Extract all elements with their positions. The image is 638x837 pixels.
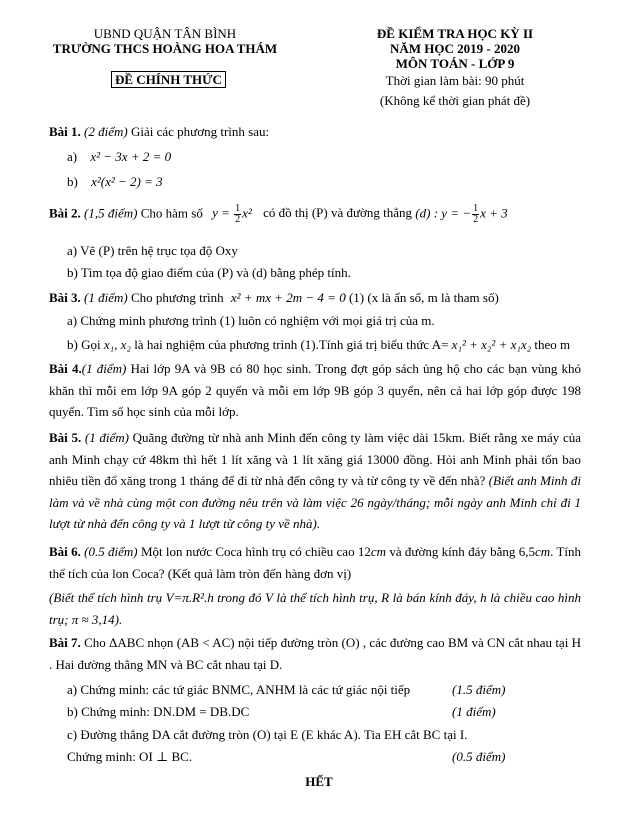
bai3-b-post: theo m xyxy=(534,337,571,352)
bai5-text: Quãng đường từ nhà anh Minh đến công ty làm việc dài 15km. Biết rằng xe máy của anh Minh chạy cứ 48km thì hết 1 lít xăng và 1 lít xăng giá 13000 đồng. Hỏi anh Minh phải tốn bao nhiêu tiền đổ xăng trong 1 tháng để đi từ nhà đến công ty và từ công ty về đến nhà? xyxy=(49,430,581,488)
bai2-text1: Cho hàm số xyxy=(140,205,203,221)
bai7-b: b) Chứng minh: DN.DM = DB.DC xyxy=(67,704,250,719)
bai1-b-equation: x²(x² − 2) = 3 xyxy=(91,174,163,189)
bai2-b: b) Tìm tọa độ giao điểm của (P) và (d) bằng phép tính. xyxy=(67,265,351,280)
bai2-line-rhs: x + 3 xyxy=(480,205,508,221)
bai7-c: c) Đường thẳng DA cắt đường tròn (O) tại E (E khác A). Tia EH cắt BC tại I. xyxy=(67,727,468,742)
bai3-text1: Cho phương trình xyxy=(130,290,224,305)
bai1-a xyxy=(67,149,171,165)
bai6-note: (Biết thể tích hình trụ V=π.R².h trong đó V là thể tích hình trụ, R là bán kính đáy, h là chiều cao hình trụ; π ≈ 3,14). xyxy=(49,590,581,627)
bai5-paragraph xyxy=(49,427,581,535)
bai3-b-mid: là hai nghiệm của phương trình (1).Tính giá trị biểu thức A= xyxy=(134,337,449,352)
bai2-frac1-num: 1 xyxy=(235,203,241,214)
bai4-text: Hai lớp 9A và 9B có 80 học sinh. Trong đợt góp sách ủng hộ cho các bạn vùng khó khăn thì mỗi em lớp 9A góp 2 quyển và mỗi em lớp 9B góp 3 quyển, nên cả hai lớp góp được 198 quyển. Tìm số học sinh của mỗi lớp. xyxy=(49,361,582,419)
bai2-title: Bài 2. xyxy=(49,205,81,221)
bai2-heading xyxy=(49,204,508,225)
bai3-a: a) Chứng minh phương trình (1) luôn có nghiệm với mọi giá trị của m. xyxy=(67,313,435,328)
exam-title: ĐỀ KIỂM TRA HỌC KỲ II xyxy=(376,26,534,41)
bai7-a: a) Chứng minh: các tứ giác BNMC, ANHM là các tứ giác nội tiếp xyxy=(67,682,411,697)
bai2-frac2-den: 2 xyxy=(473,214,479,225)
subject: MÔN TOÁN - LỚP 9 xyxy=(395,56,515,71)
bai2-points: (1,5 điểm) xyxy=(84,205,138,221)
bai7-text1: Cho ΔABC nhọn (AB < AC) nội tiếp đường tròn (O) , các đường cao BM và CN cắt nhau tại H . Hai đường thẳng MN và BC cắt nhau tại D. xyxy=(49,635,581,672)
bai7-paragraph xyxy=(49,632,581,675)
bai5-note: (Biết anh Minh đi làm và về nhà cùng một con đường nêu trên và làm việc 26 ngày/tháng; mỗi ngày anh Minh chỉ đi 1 lượt từ nhà đến công ty và 1 lượt từ công ty về nhà). xyxy=(49,473,581,531)
bai4-paragraph xyxy=(49,358,581,423)
bai2-frac1-den: 2 xyxy=(235,214,241,225)
bai1-b-label: b) xyxy=(67,174,78,189)
bai3-points: (1 điểm) xyxy=(84,290,128,305)
bai2-text2: có đồ thị (P) và đường thẳng xyxy=(263,205,413,221)
bai5-title: Bài 5. xyxy=(49,430,82,445)
bai3-b-vars: x₁, x₂ xyxy=(103,337,131,352)
bai2-frac2-num: 1 xyxy=(473,203,479,214)
school-year: NĂM HỌC 2019 - 2020 xyxy=(390,41,520,56)
bai2-a: a) Vẽ (P) trên hệ trục tọa độ Oxy xyxy=(67,243,238,258)
bai2-frac2 xyxy=(472,204,479,225)
bai1-points: (2 điểm) xyxy=(84,124,128,139)
bai3-text2: (1) (x là ẩn số, m là tham số) xyxy=(348,290,499,305)
duration-note: (Không kể thời gian phát đề) xyxy=(379,93,531,108)
bai1-heading xyxy=(49,124,269,140)
bai7-a-points: (1.5 điểm) xyxy=(452,682,506,697)
bai2-frac1 xyxy=(234,204,241,225)
bai1-a-label: a) xyxy=(67,149,78,164)
bai3-equation: x² + mx + 2m − 4 = 0 xyxy=(230,290,346,305)
bai3-heading xyxy=(49,290,499,306)
official-label: ĐỀ CHÍNH THỨC xyxy=(111,71,226,88)
bai2-line-lhs: (d) : y = − xyxy=(415,205,472,221)
bai7-c2: Chứng minh: OI ⊥ BC. xyxy=(67,749,193,764)
bai6-cm2: cm xyxy=(534,544,551,559)
bai5-points: (1 điểm) xyxy=(84,430,129,445)
bai6-paragraph xyxy=(49,541,581,584)
school-name: TRƯỜNG THCS HOÀNG HOA THÁM xyxy=(52,41,278,56)
bai3-b-expr: x₁² + x₂² + x₁x₂ xyxy=(451,337,532,352)
bai1-a-equation: x² − 3x + 2 = 0 xyxy=(90,149,172,164)
end-marker: HẾT xyxy=(305,774,333,789)
bai6-text1: Một lon nước Coca hình trụ có chiều cao 12 xyxy=(140,544,371,559)
school-district: UBND QUẬN TÂN BÌNH xyxy=(93,26,237,41)
bai2-func-rhs: x² xyxy=(242,205,252,221)
bai6-points: (0.5 điểm) xyxy=(84,544,138,559)
bai7-title: Bài 7. xyxy=(49,635,81,650)
bai1-text: Giải các phương trình sau: xyxy=(130,124,270,139)
bai1-title: Bài 1. xyxy=(49,124,81,139)
bai4-points: (1 điểm) xyxy=(81,361,127,376)
bai6-text2: và đường kính đáy bằng 6,5 xyxy=(389,544,535,559)
bai3-title: Bài 3. xyxy=(49,290,81,305)
bai1-b xyxy=(67,174,163,190)
bai6-text3: . Tính thể tích của lon Coca? (Kết quả làm tròn đến hàng đơn vị) xyxy=(49,544,582,581)
bai7-c-points: (0.5 điểm) xyxy=(452,749,506,764)
bai4-title: Bài 4. xyxy=(49,361,82,376)
bai6-title: Bài 6. xyxy=(49,544,81,559)
bai3-b xyxy=(67,337,570,353)
bai2-func-lhs: y = xyxy=(212,205,230,221)
duration: Thời gian làm bài: 90 phút xyxy=(385,73,525,88)
bai6-cm1: cm xyxy=(370,544,387,559)
bai3-b-pre: b) Gọi xyxy=(67,337,101,352)
bai7-b-points: (1 điểm) xyxy=(452,704,496,719)
